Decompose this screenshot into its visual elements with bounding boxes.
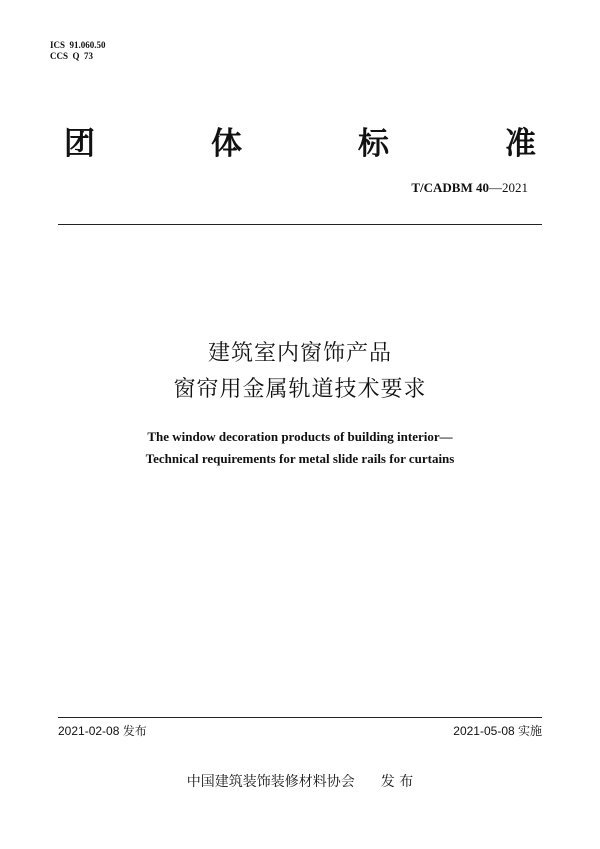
top-divider [58, 224, 542, 225]
standard-type-char-2: 体 [211, 126, 242, 162]
classification-codes [50, 40, 106, 62]
issuer-organization: 中国建筑装饰装修材料协会 [186, 774, 355, 790]
ccs-code: CCS Q 73 [50, 51, 94, 61]
chinese-title [0, 336, 600, 408]
standard-type-char-1: 团 [64, 126, 95, 162]
standard-number-code: T/CADBM 40 [411, 180, 489, 195]
english-title [0, 426, 600, 470]
bottom-divider [58, 717, 542, 718]
standard-type-heading [64, 126, 536, 162]
issuer-line [0, 772, 600, 792]
english-title-line-1: The window decoration products of building interior— [147, 429, 453, 444]
chinese-title-line-1: 建筑室内窗饰产品 [207, 341, 392, 366]
date-row [58, 723, 542, 739]
standard-type-char-4: 准 [505, 126, 536, 162]
english-title-line-2: Technical requirements for metal slide rails for curtains [145, 451, 455, 466]
ics-code: ICS 91.060.50 [50, 40, 106, 50]
publish-date: 2021-02-08 发布 [58, 724, 147, 738]
chinese-title-line-2: 窗帘用金属轨道技术要求 [173, 377, 427, 402]
issuer-action: 发 布 [380, 774, 414, 790]
standard-number-year: —2021 [489, 180, 528, 195]
implement-date: 2021-05-08 实施 [453, 724, 542, 738]
standard-type-char-3: 标 [358, 126, 389, 162]
standard-number [411, 180, 528, 196]
